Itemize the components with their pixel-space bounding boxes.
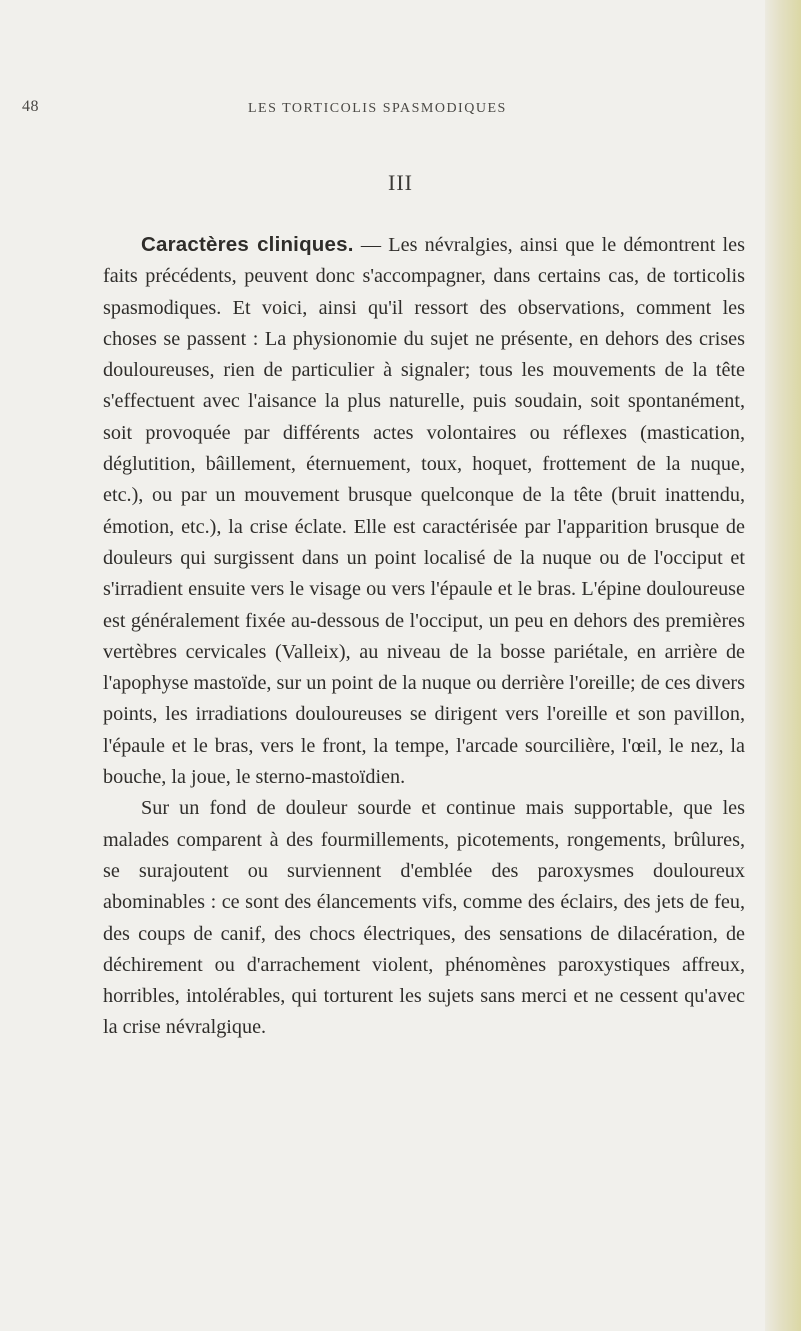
page-number: 48	[22, 98, 39, 115]
paragraph-1	[103, 229, 745, 793]
running-head: LES TORTICOLIS SPASMODIQUES	[248, 101, 507, 116]
body-text	[103, 229, 745, 1044]
paragraph-2	[103, 793, 745, 1043]
page-edge-shading	[765, 0, 801, 1331]
paragraph-2-text: Sur un fond de douleur sourde et continue mais supportable, que les malades comparent à des fourmillements, picotements, rongements, brûlures, se surajoutent ou surviennent d'emblée des paroxysmes douloureux abominables : ce sont des élancements vifs, comme des éclairs, des jets de feu, des coups de canif, des chocs électriques, des sensations de dilacération, de déchirement ou d'arrachement violent, phénomènes paroxystiques affreux, horribles, intolérables, qui torturent les sujets sans merci et ne cessent qu'avec la crise névralgique.	[103, 797, 745, 1039]
section-title: Caractères cliniques.	[141, 233, 354, 256]
section-number: III	[388, 170, 413, 195]
paragraph-1-text: — Les névralgies, ainsi que le démontrent les faits précédents, peuvent donc s'accompagner, dans certains cas, de torticolis spasmodiques. Et voici, ainsi qu'il ressort des observations, comment les choses se passent : La physionomie du sujet ne présente, en dehors des crises douloureuses, rien de particulier à signaler; tous les mouvements de la tête s'effectuent avec l'aisance la plus naturelle, puis soudain, soit spontanément, soit provoquée par différents actes volontaires ou réflexes (mastication, déglutition, bâillement, éternuement, toux, hoquet, frottement de la nuque, etc.), ou par un mouvement brusque quelconque de la tête (bruit inattendu, émotion, etc.), la crise éclate. Elle est caractérisée par l'apparition brusque de douleurs qui surgissent dans un point localisé de la nuque ou de l'occiput et s'irradient ensuite vers le visage ou vers l'épaule et le bras. L'épine douloureuse est généralement fixée au-dessous de l'occiput, un peu en dehors des premières vertèbres cervicales (Valleix), au niveau de la bosse pariétale, en arrière de l'apophyse mastoïde, sur un point de la nuque ou derrière l'oreille; de ces divers points, les irradiations douloureuses se dirigent vers l'oreille et son pavillon, l'épaule et le bras, vers le front, la tempe, l'arcade sourcilière, l'œil, le nez, la bouche, la joue, le sterno-mastoïdien.	[103, 234, 745, 789]
